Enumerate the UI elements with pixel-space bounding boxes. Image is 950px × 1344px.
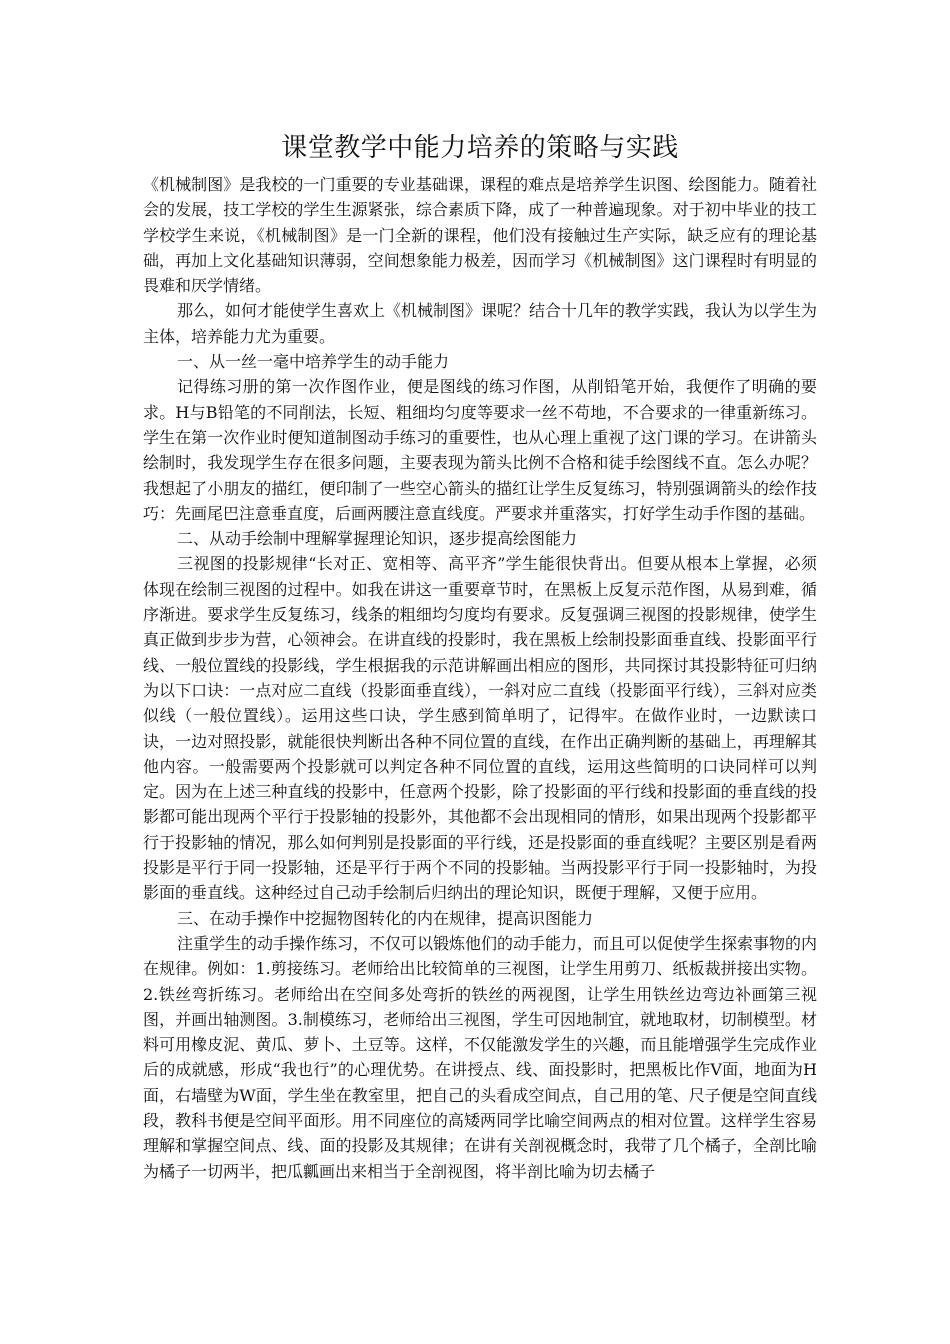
section-3-paragraph: 注重学生的动手操作练习，不仅可以锻炼他们的动手能力，而且可以促使学生探索事物的内在规律。例如：1.剪接练习。老师给出比较简单的三视图，让学生用剪刀、纸板裁拼接出实物。2.铁丝弯折练习。老师给出在空间多处弯折的铁丝的两视图，让学生用铁丝边弯边补画第三视图，并画出轴测图。3.制模练习，老师给出三视图，学生可因地制宜，就地取材，切制模型。材料可用橡皮泥、黄瓜、萝卜、土豆等。这样，不仅能激发学生的兴趣，而且能增强学生完成作业后的成就感，形成“我也行”的心理优势。在讲授点、线、面投影时，把黑板比作V面，地面为H面，右墙壁为W面，学生坐在教室里，把自己的头看成空间点，自己用的笔、尺子便是空间直线段，教科书便是空间平面形。用不同座位的高矮两同学比喻空间两点的相对位置。这样学生容易理解和掌握空间点、线、面的投影及其规律；在讲有关剖视概念时，我带了几个橘子，全剖比喻为橘子一切两半，把瓜瓤画出来相当于全剖视图，将半剖比喻为切去橘子 xyxy=(143,933,818,1181)
section-1-paragraph: 记得练习册的第一次作图作业，便是图线的练习作图，从削铅笔开始，我便作了明确的要求。H与B铅笔的不同削法，长短、粗细均匀度等要求一丝不苟地，不合要求的一律重新练习。学生在第一次作业时便知道制图动手练习的重要性，也从心理上重视了这门课的学习。在讲箭头绘制时，我发现学生存在很多问题，主要表现为箭头比例不合格和徒手绘图线不直。怎么办呢？我想起了小朋友的描红，便印制了一些空心箭头的描红让学生反复练习，特别强调箭头的绘作技巧：先画尾巴注意垂直度，后画两腰注意直线度。严要求并重落实，打好学生动手作图的基础。 xyxy=(143,377,817,523)
section-2-paragraph: 三视图的投影规律“长对正、宽相等、高平齐”学生能很快背出。但要从根本上掌握，必须体现在绘制三视图的过程中。如我在讲这一重要章节时，在黑板上反复示范作图，从易到难，循序渐进。要求学生反复练习，线条的粗细均匀度均有要求。反复强调三视图的投影规律，使学生真正做到步步为营，心领神会。在讲直线的投影时，我在黑板上绘制投影面垂直线、投影面平行线、一般位置线的投影线，学生根据我的示范讲解画出相应的图形，共同探讨其投影特征可归纳为以下口诀：一点对应二直线（投影面垂直线），一斜对应二直线（投影面平行线），三斜对应类似线（一般位置线）。运用这些口诀，学生感到简单明了，记得牢。在做作业时，一边默读口诀，一边对照投影，就能很快判断出各种不同位置的直线，在作出正确判断的基础上，再理解其他内容。一般需要两个投影就可以判定各种不同位置的直线，运用这些简明的口诀同样可以判定。因为在上述三种直线的投影中，任意两个投影，除了投影面的平行线和投影面的垂直线的投影都可能出现两个平行于投影轴的投影外，其他都不会出现相同的情形，如果出现两个投影都平行于投影轴的情况，那么如何判别是投影面的平行线，还是投影面的垂直线呢？主要区别是看两投影是平行于同一投影轴，还是平行于两个不同的投影轴。当两投影平行于同一投影轴时，为投影面的垂直线。这种经过自己动手绘制后归纳出的理论知识，既便于理解，又便于应用。 xyxy=(143,554,817,903)
intro-paragraph: 《机械制图》是我校的一门重要的专业基础课，课程的难点是培养学生识图、绘图能力。随着社会的发展，技工学校的学生生源紧张，综合素质下降，成了一种普遍现象。对于初中毕业的技工学校学生来说，《机械制图》是一门全新的课程，他们没有接触过生产实际，缺乏应有的理论基础，再加上文化基础知识薄弱，空间想象能力极差，因而学习《机械制图》这门课程时有明显的畏难和厌学情绪。 xyxy=(143,175,817,296)
section-heading-3: 三、在动手操作中挖掘物图转化的内在规律，提高识图能力 xyxy=(177,908,594,928)
document-page xyxy=(143,128,817,1184)
section-heading-2: 二、从动手绘制中理解掌握理论知识，逐步提高绘图能力 xyxy=(177,529,578,549)
section-heading-1: 一、从一丝一毫中培养学生的动手能力 xyxy=(177,352,450,372)
page-title: 课堂教学中能力培养的策略与实践 xyxy=(281,133,679,163)
question-paragraph: 那么，如何才能使学生喜欢上《机械制图》课呢？结合十几年的教学实践，我认为以学生为主体，培养能力尤为重要。 xyxy=(143,301,818,346)
